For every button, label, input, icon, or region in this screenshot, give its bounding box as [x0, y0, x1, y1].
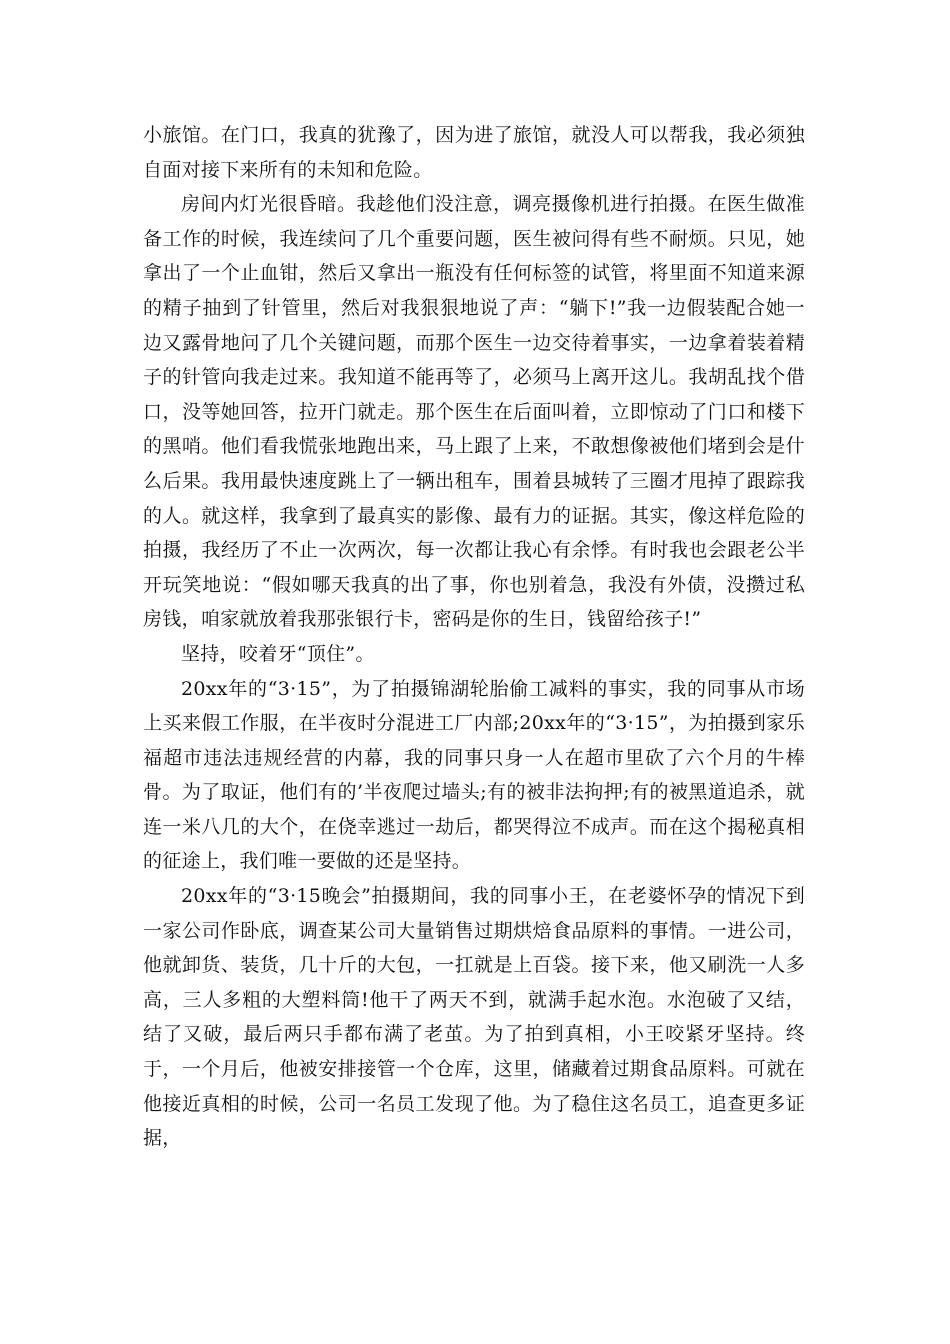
paragraph-4: 20xx年的“3·15”，为了拍摄锦湖轮胎偷工减料的事实，我的同事从市场上买来假工作服，在半夜时分混进工厂内部;20xx年的“3·15”，为拍摄到家乐福超市违法违规经营的内幕，我的同事只身一人在超市里砍了六个月的牛棒骨。为了取证，他们有的’半夜爬过墙头;有的被非法拘押;有的被黑道追杀，就连一米八几的大个，在侥幸逃过一劫后，都哭得泣不成声。而在这个揭秘真相的征途上，我们唯一要做的还是坚持。: [143, 677, 805, 873]
paragraph-3: 坚持，咬着牙“顶住”。: [181, 642, 375, 665]
body-text: [143, 118, 805, 1156]
paragraph-1: 小旅馆。在门口，我真的犹豫了，因为进了旅馆，就没人可以帮我，我必须独自面对接下来所有的未知和危险。: [143, 124, 805, 181]
paragraph-2: 房间内灯光很昏暗。我趁他们没注意，调亮摄像机进行拍摄。在医生做准备工作的时候，我连续问了几个重要问题，医生被问得有些不耐烦。只见，她拿出了一个止血钳，然后又拿出一瓶没有任何标签的试管，将里面不知道来源的精子抽到了针管里，然后对我狠狠地说了声：“躺下!”我一边假装配合她一边又露骨地问了几个关键问题，而那个医生一边交待着事实，一边拿着装着精子的针管向我走过来。我知道不能再等了，必须马上离开这儿。我胡乱找个借口，没等她回答，拉开门就走。那个医生在后面叫着，立即惊动了门口和楼下的黑哨。他们看我慌张地跑出来，马上跟了上来，不敢想像被他们堵到会是什么后果。我用最快速度跳上了一辆出租车，围着县城转了三圈才甩掉了跟踪我的人。就这样，我拿到了最真实的影像、最有力的证据。其实，像这样危险的拍摄，我经历了不止一次两次，每一次都让我心有余悸。有时我也会跟老公半开玩笑地说：“假如哪天我真的出了事，你也别着急，我没有外债，没攒过私房钱，咱家就放着我那张银行卡，密码是你的生日，钱留给孩子!”: [143, 193, 805, 631]
paragraph-5: 20xx年的“3·15晚会”拍摄期间，我的同事小王，在老婆怀孕的情况下到一家公司作卧底，调查某公司大量销售过期烘焙食品原料的事情。一进公司，他就卸货、装货，几十斤的大包，一扛就是上百袋。接下来，他又刷洗一人多高，三人多粗的大塑料筒!他干了两天不到，就满手起水泡。水泡破了又结，结了又破，最后两只手都布满了老茧。为了拍到真相，小王咬紧牙坚持。终于，一个月后，他被安排接管一个仓库，这里，储藏着过期食品原料。可就在他接近真相的时候，公司一名员工发现了他。为了稳住这名员工，追查更多证据，: [143, 885, 805, 1150]
